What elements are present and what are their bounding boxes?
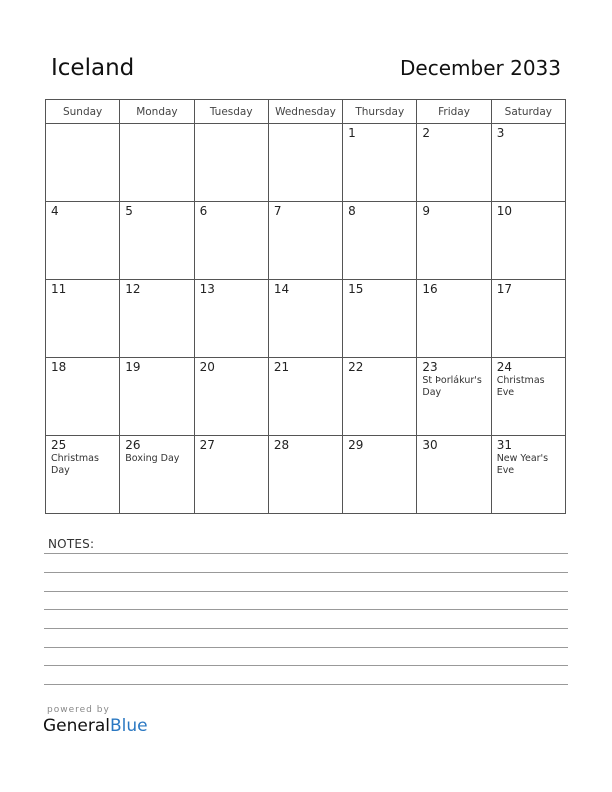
holiday-label: Boxing Day <box>125 453 180 464</box>
day-cell <box>492 436 566 514</box>
holiday-label: St Þorlákur's Day <box>422 375 482 398</box>
day-cell <box>195 280 269 358</box>
day-cell <box>417 124 491 202</box>
weekday-thursday: Thursday <box>343 100 417 124</box>
day-cell <box>343 202 417 280</box>
day-cell <box>269 202 343 280</box>
month-title: December 2033 <box>400 56 561 80</box>
day-number: 23 <box>422 360 438 374</box>
day-number: 18 <box>51 360 67 374</box>
day-number: 19 <box>125 360 141 374</box>
day-cell <box>195 358 269 436</box>
day-cell <box>343 124 417 202</box>
brand-blue-text: Blue <box>110 716 148 736</box>
note-line <box>44 591 568 592</box>
day-number: 7 <box>273 204 282 218</box>
day-cell <box>269 124 343 202</box>
day-cell <box>417 436 491 514</box>
day-cell <box>120 280 194 358</box>
week-row <box>46 358 566 436</box>
note-line <box>44 553 568 554</box>
day-number: 3 <box>496 126 505 140</box>
day-number: 17 <box>496 282 512 296</box>
day-number: 4 <box>51 204 59 218</box>
day-number: 5 <box>125 204 133 218</box>
weekday-tuesday: Tuesday <box>195 100 269 124</box>
notes-label: NOTES: <box>48 537 95 551</box>
day-cell <box>46 436 120 514</box>
day-cell <box>195 202 269 280</box>
day-number: 8 <box>348 204 356 218</box>
weekday-saturday: Saturday <box>492 100 566 124</box>
note-line <box>44 647 568 648</box>
day-cell <box>120 436 194 514</box>
day-number: 31 <box>496 438 512 452</box>
day-number: 16 <box>422 282 438 296</box>
week-row <box>46 124 566 202</box>
note-line <box>44 665 568 666</box>
week-row <box>46 202 566 280</box>
day-number: 26 <box>125 438 141 452</box>
day-number: 22 <box>348 360 364 374</box>
holiday-label: Christmas Eve <box>496 375 545 398</box>
week-row <box>46 436 566 514</box>
day-cell <box>269 358 343 436</box>
day-number: 9 <box>422 204 431 218</box>
day-cell <box>195 124 269 202</box>
day-number: 11 <box>51 282 67 296</box>
note-line <box>44 572 568 573</box>
day-cell <box>492 358 566 436</box>
weekday-sunday: Sunday <box>46 100 120 124</box>
day-cell <box>120 202 194 280</box>
day-cell <box>417 280 491 358</box>
day-cell <box>492 202 566 280</box>
day-number: 6 <box>199 204 208 218</box>
weekday-monday: Monday <box>120 100 194 124</box>
day-number: 24 <box>496 360 512 374</box>
calendar-grid <box>45 99 566 514</box>
brand-logo[interactable] <box>43 716 148 736</box>
week-row <box>46 280 566 358</box>
note-line <box>44 684 568 685</box>
day-cell <box>417 202 491 280</box>
day-cell <box>46 124 120 202</box>
day-cell <box>269 436 343 514</box>
day-number: 29 <box>348 438 364 452</box>
day-number: 27 <box>199 438 215 452</box>
day-cell <box>46 280 120 358</box>
day-cell <box>195 436 269 514</box>
day-number: 15 <box>348 282 364 296</box>
day-number: 28 <box>273 438 290 452</box>
day-number: 10 <box>496 204 512 218</box>
holiday-label: Christmas Day <box>51 453 99 476</box>
day-cell <box>417 358 491 436</box>
day-number: 2 <box>422 126 431 140</box>
day-number: 20 <box>199 360 215 374</box>
weekday-wednesday: Wednesday <box>269 100 343 124</box>
note-line <box>44 609 568 610</box>
weekday-friday: Friday <box>417 100 491 124</box>
day-number: 14 <box>273 282 290 296</box>
day-cell <box>120 358 194 436</box>
day-number: 13 <box>199 282 215 296</box>
day-cell <box>343 358 417 436</box>
day-cell <box>343 280 417 358</box>
day-cell <box>492 280 566 358</box>
day-cell <box>120 124 194 202</box>
day-number: 25 <box>51 438 67 452</box>
weekday-header-row <box>46 100 566 124</box>
day-number: 21 <box>273 360 290 374</box>
day-cell <box>269 280 343 358</box>
day-cell <box>492 124 566 202</box>
day-cell <box>343 436 417 514</box>
brand-general-text: General <box>43 716 110 736</box>
day-number: 1 <box>348 126 356 140</box>
day-cell <box>46 358 120 436</box>
country-title: Iceland <box>51 55 135 81</box>
holiday-label: New Year's Eve <box>496 453 549 476</box>
note-line <box>44 628 568 629</box>
day-cell <box>46 202 120 280</box>
day-number: 12 <box>125 282 141 296</box>
day-number: 30 <box>422 438 438 452</box>
powered-by-text: powered by <box>47 705 110 715</box>
